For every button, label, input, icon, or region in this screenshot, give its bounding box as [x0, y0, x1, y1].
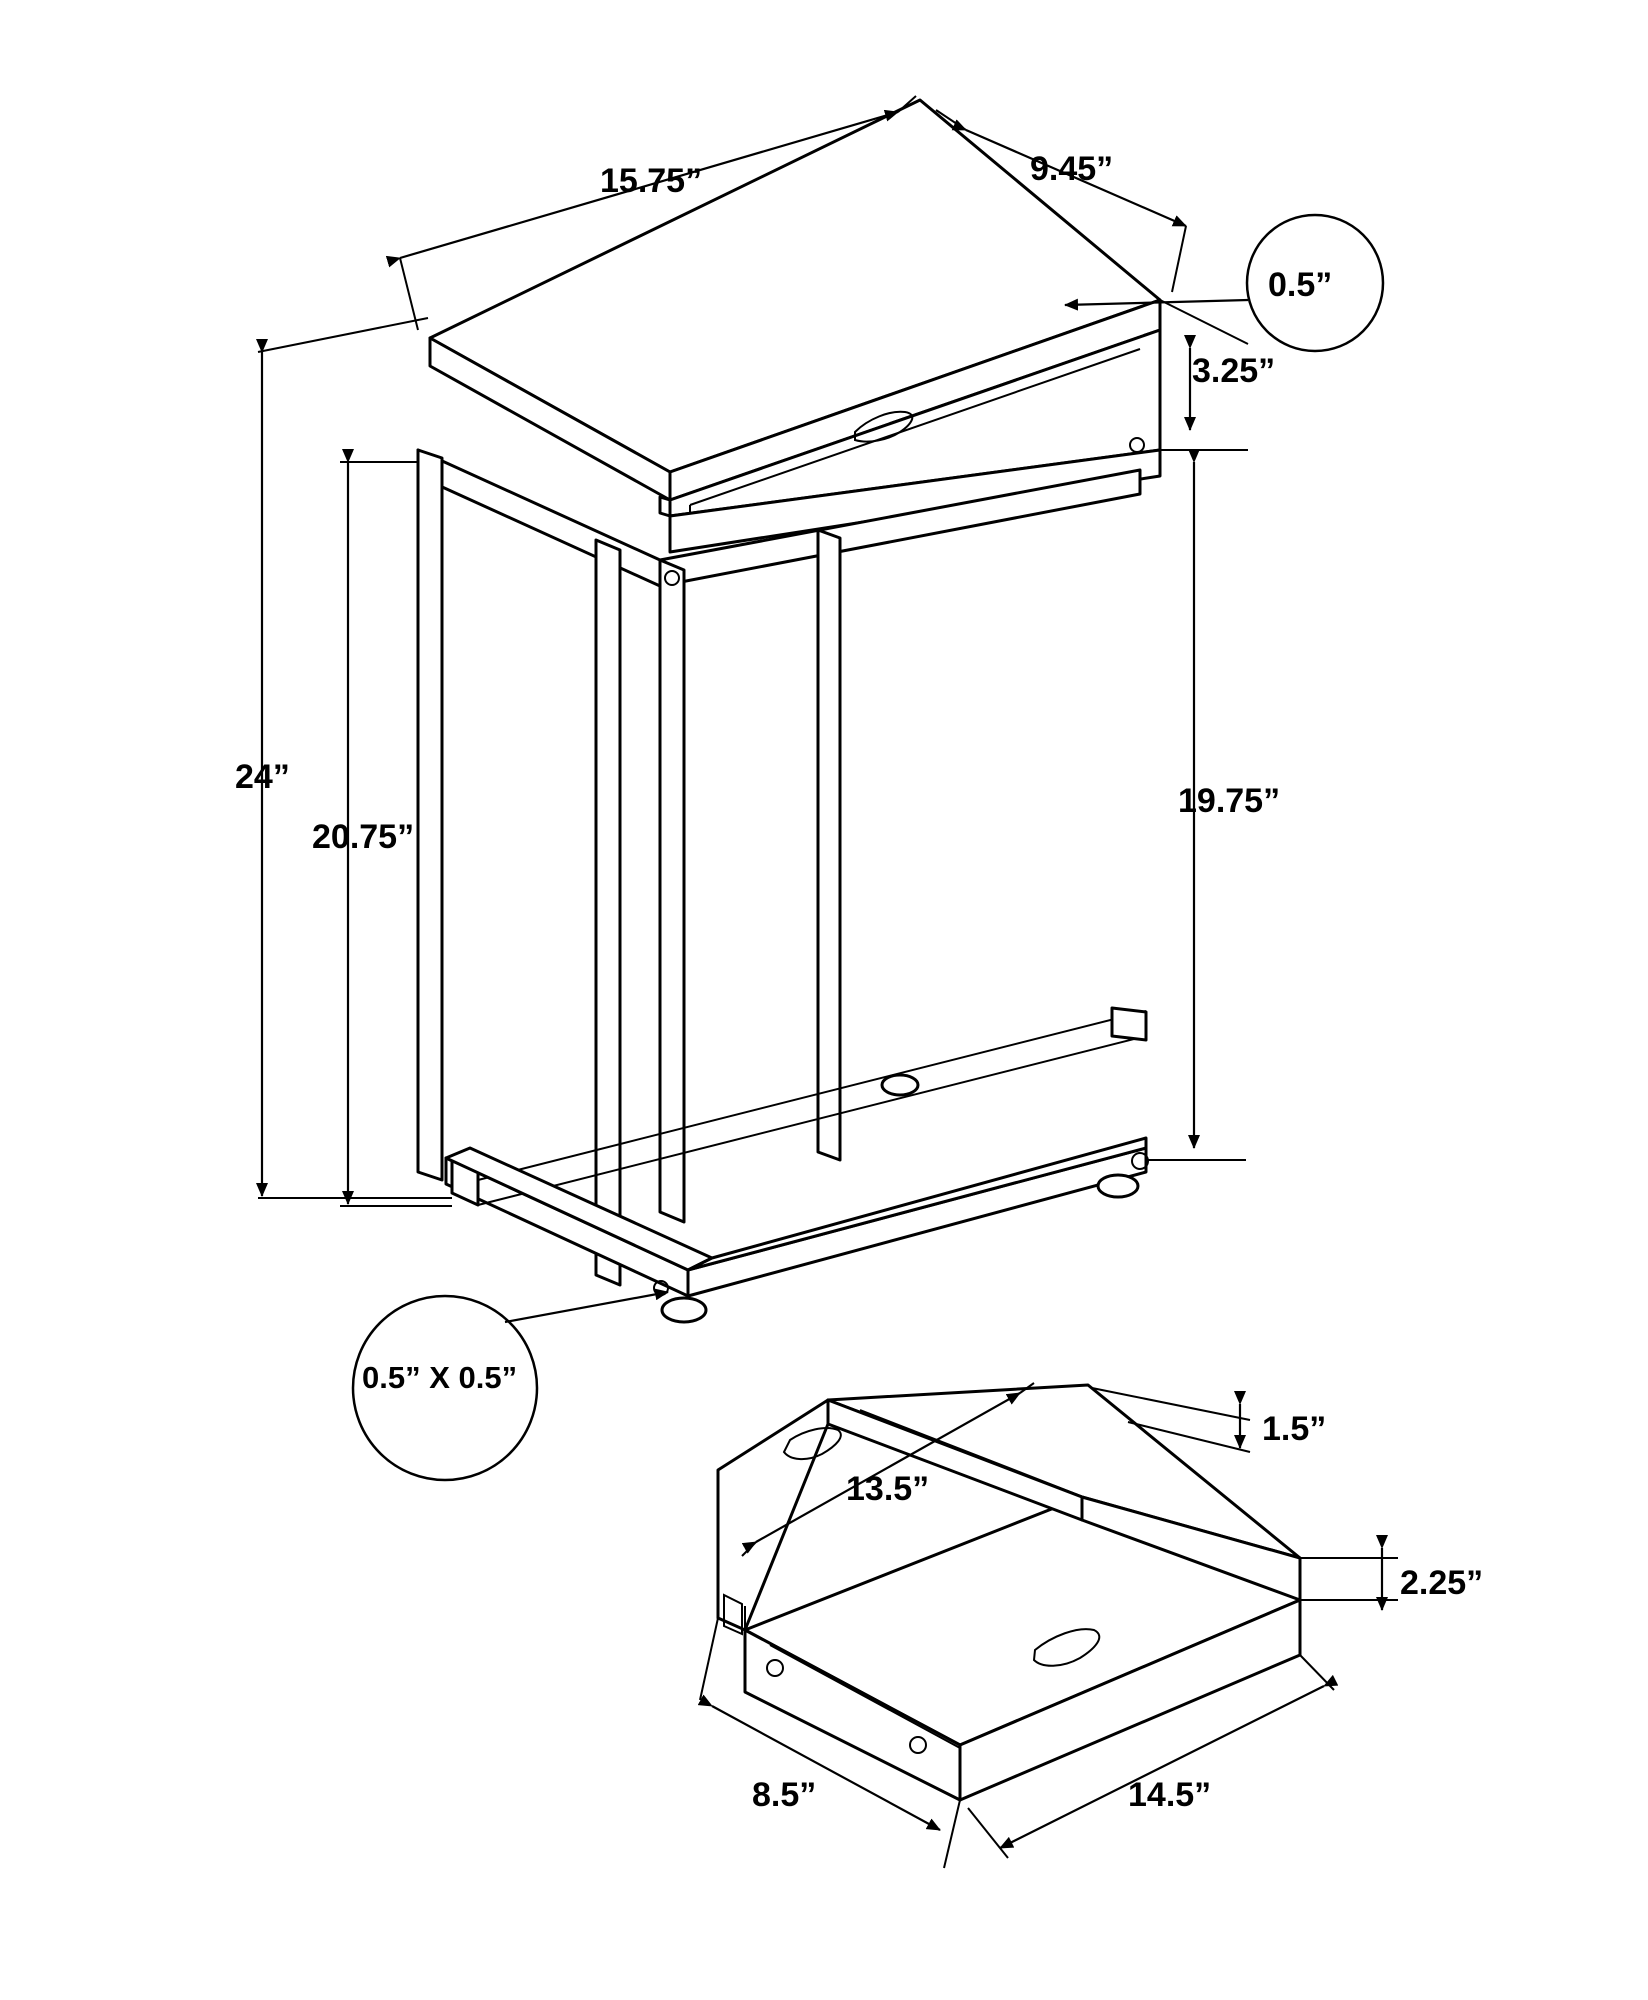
dimension-label-right-height: 19.75” [1178, 782, 1281, 820]
dimension-label-top-depth: 9.45” [1030, 150, 1114, 188]
callout-tube-profile [353, 1292, 668, 1480]
foot-front-left [662, 1298, 706, 1322]
dimension-label-drawer-front-height: 3.25” [1192, 352, 1276, 390]
dimension-drawer-front-height [1160, 300, 1275, 450]
callout-label-tube-profile: 0.5” X 0.5” [362, 1360, 518, 1395]
dimension-label-overall-height: 24” [235, 758, 290, 796]
dimension-right-height [1146, 450, 1280, 1160]
callout-label-top-thickness: 0.5” [1268, 266, 1333, 304]
dimension-label-frame-height: 20.75” [312, 818, 415, 856]
dimension-label-top-width: 15.75” [600, 162, 703, 200]
dimension-label-drawer-inner-width: 13.5” [846, 1470, 930, 1508]
dimension-label-drawer-back-height: 2.25” [1400, 1564, 1484, 1602]
foot-right [1098, 1175, 1138, 1197]
dimension-drawer-back-height [1300, 1548, 1483, 1610]
dimension-label-drawer-length: 14.5” [1128, 1776, 1212, 1814]
table-metal-frame [418, 438, 1148, 1322]
drawer-component [718, 1385, 1300, 1800]
dimension-label-drawer-depth: 8.5” [752, 1776, 817, 1814]
dimension-label-drawer-side-height: 1.5” [1262, 1410, 1327, 1448]
foot-back-right [882, 1075, 918, 1095]
